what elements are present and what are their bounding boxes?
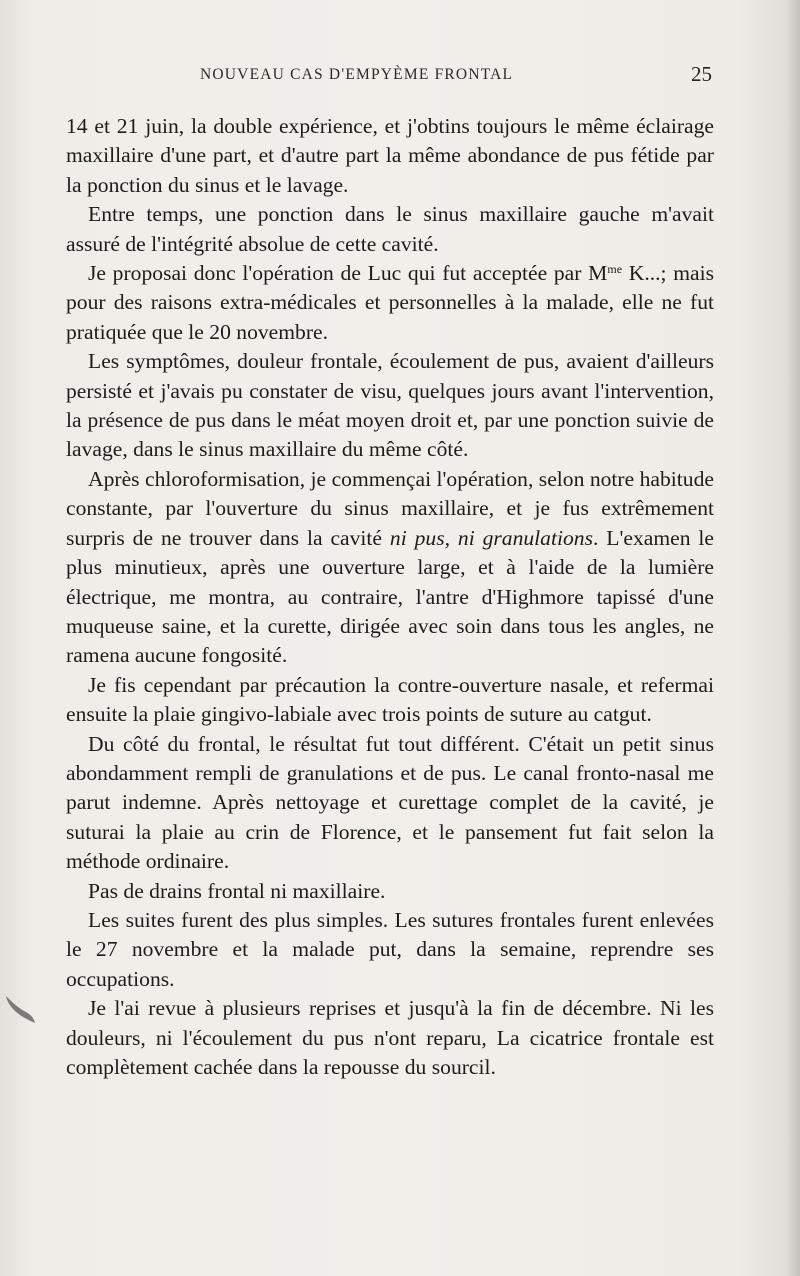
paragraph-suites: Les suites furent des plus simples. Les sutures frontales furent enlevées le 27 novembre et la malade put, dans la semaine, reprendre ses occupations. bbox=[66, 907, 714, 991]
paragraph-contre-ouverture: Je fis cependant par précaution la contre-ouverture nasale, et refermai ensuite la plaie gingivo-labiale avec trois points de suture au catgut. bbox=[66, 672, 714, 727]
paragraph-operation-proposee bbox=[66, 259, 714, 347]
paragraph-revue: Je l'ai revue à plusieurs reprises et jusqu'à la fin de décembre. Ni les douleurs, ni l'écoulement du pus n'ont reparu, La cicatrice frontale est complètement cachée dans la repousse du sourcil. bbox=[66, 996, 714, 1079]
superscript-me: me bbox=[607, 262, 623, 277]
margin-ink-mark-icon bbox=[4, 992, 38, 1026]
text-segment: Je proposai donc l'opération de Luc qui fut acceptée par M bbox=[88, 261, 608, 286]
italic-phrase: ni pus, ni granulations bbox=[389, 525, 593, 550]
page-header bbox=[68, 62, 712, 92]
text-segment: K...; mais pour des raisons extra-médicales et personnelles à la malade, elle ne fut pratiquée que le 20 novembre. bbox=[66, 261, 714, 344]
body-text bbox=[66, 112, 714, 1082]
text-segment: Après chloroformisation, je commençai l'opération, selon notre habitude constante, par l'ouverture du sinus maxillaire, et je fus extrêmement surpris de ne trouver dans la cavité bbox=[66, 466, 714, 550]
paragraph-drains: Pas de drains frontal ni maxillaire. bbox=[88, 878, 386, 903]
paragraph-symptomes: Les symptômes, douleur frontale, écoulement de pus, avaient d'ailleurs persisté et j'avais pu constater de visu, quelques jours avant l'intervention, la présence de pus dans le méat moyen droit et, par une ponction suivie de lavage, dans le sinus maxillaire du même côté. bbox=[66, 349, 714, 462]
paragraph-frontal: Du côté du frontal, le résultat fut tout différent. C'était un petit sinus abondamment rempli de granulations et de pus. Le canal fronto-nasal me parut indemne. Après nettoyage et curettage complet de la cavité, je suturai la plaie au crin de Florence, et le pansement fut fait selon la méthode ordinaire. bbox=[66, 731, 714, 874]
page-number: 25 bbox=[691, 62, 712, 86]
paragraph-ponction-gauche: Entre temps, une ponction dans le sinus maxillaire gauche m'avait assuré de l'intégrité absolue de cette cavité. bbox=[66, 202, 714, 256]
running-title: NOUVEAU CAS D'EMPYÈME FRONTAL bbox=[200, 66, 514, 83]
text-segment: . L'examen le plus minutieux, après une ouverture large, et à l'aide de la lumière électrique, me montra, au contraire, l'antre d'Highmore tapissé d'une muqueuse saine, et la curette, dirigée avec soin dans tous les angles, ne ramena aucune fongosité. bbox=[66, 525, 714, 668]
paragraph-chloroformisation bbox=[66, 465, 714, 671]
paragraph-continuation: 14 et 21 juin, la double expérience, et j'obtins toujours le même éclairage maxillaire d'une part, et d'autre part la même abondance de pus fétide par la ponction du sinus et le lavage. bbox=[66, 114, 714, 197]
